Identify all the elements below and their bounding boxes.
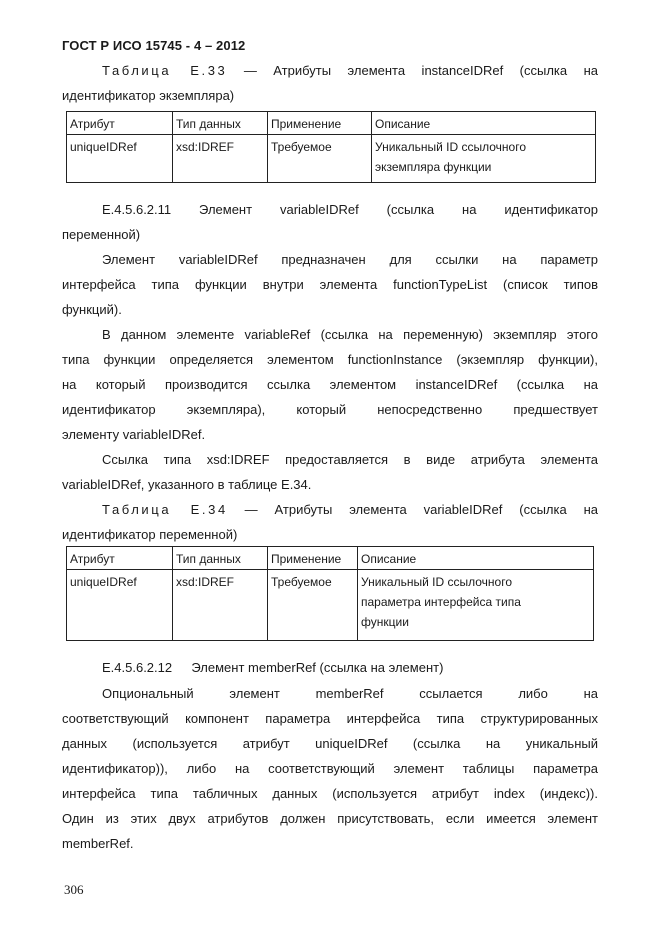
paragraph-line: соответствующий компонент параметра интерфейса типа структурированных [62, 711, 598, 726]
table-34-cell-attribute: uniqueIDRef [67, 570, 173, 641]
table-34-cell-type: xsd:IDREF [173, 570, 268, 641]
table-34-caption [102, 502, 598, 518]
table-33-cell-attribute: uniqueIDRef [67, 135, 173, 183]
paragraph-line: Опциональный элемент memberRef ссылается либо на [102, 686, 598, 701]
table-34-cell-usage: Требуемое [268, 570, 358, 641]
paragraph-line: variableIDRef, указанного в таблице Е.34. [62, 477, 312, 492]
table-34 [66, 546, 594, 641]
table-34-caption-line2: идентификатор переменной) [62, 527, 238, 542]
paragraph-line: идентификатор)), либо на соответствующий элемент таблицы параметра [62, 761, 598, 776]
table-34-col-type: Тип данных [173, 547, 268, 570]
paragraph-line: на который производится ссылка элементом instanceIDRef (ссылка на [62, 377, 598, 392]
table-33-caption [102, 63, 598, 79]
table-33-cell-usage: Требуемое [268, 135, 372, 183]
table-33-header-row [67, 112, 596, 135]
paragraph-line: memberRef. [62, 836, 134, 851]
heading-word: Е.4.5.6.2.11 Элемент [102, 202, 253, 217]
heading-word: (ссылка [386, 202, 435, 217]
paragraph-line: Один из этих двух атрибутов должен присутствовать, если имеется элемент [62, 811, 598, 826]
table-34-caption-rest: — Атрибуты элемента variableIDRef (ссылка на [244, 502, 598, 517]
paragraph-line: Ссылка типа xsd:IDREF предоставляется в виде атрибута элемента [102, 452, 598, 467]
paragraph-line: Элемент variableIDRef предназначен для ссылки на параметр [102, 252, 598, 267]
table-row [67, 135, 596, 183]
table-33-cell-type: xsd:IDREF [173, 135, 268, 183]
paragraph-line: типа функции определяется элементом functionInstance (экземпляр функции), [62, 352, 598, 367]
paragraph-line: элементу variableIDRef. [62, 427, 206, 442]
section-e4562-12-heading [102, 660, 443, 676]
table-34-col-usage: Применение [268, 547, 358, 570]
paragraph-line: интерфейса типа функции внутри элемента functionTypeList (список типов [62, 277, 598, 292]
table-33 [66, 111, 596, 183]
table-33-cell-description [372, 135, 596, 183]
page-number: 306 [64, 882, 84, 897]
table-33-caption-rest: — Атрибуты элемента instanceIDRef (ссылка на [243, 63, 598, 78]
table-33-caption-line2: идентификатор экземпляра) [62, 88, 235, 103]
table-34-col-attribute: Атрибут [67, 547, 173, 570]
table-34-col-description: Описание [358, 547, 594, 570]
table-33-caption-prefix: Таблица Е.33 [102, 63, 228, 78]
table-34-caption-prefix: Таблица Е.34 [102, 502, 228, 517]
table-row [67, 570, 594, 641]
description-line: Уникальный ID ссылочного [361, 575, 512, 589]
table-34-header-row [67, 547, 594, 570]
description-line: Уникальный ID ссылочного [375, 140, 526, 154]
heading-word: идентификатор [504, 202, 598, 217]
section-e4562-11-heading-line2: переменной) [62, 227, 141, 242]
table-34-cell-description [358, 570, 594, 641]
section-e4562-11-heading [102, 202, 598, 218]
paragraph-line: В данном элементе variableRef (ссылка на переменную) экземпляр этого [102, 327, 598, 342]
section-number: Е.4.5.6.2.12 [102, 660, 173, 675]
description-line: функции [361, 615, 409, 629]
table-33-col-type: Тип данных [173, 112, 268, 135]
description-line: параметра интерфейса типа [361, 595, 521, 609]
paragraph-line: интерфейса типа табличных данных (используется атрибут index (индекс)). [62, 786, 598, 801]
table-33-col-usage: Применение [268, 112, 372, 135]
section-title: Элемент memberRef (ссылка на элемент) [191, 660, 444, 675]
paragraph-line: функций). [62, 302, 122, 317]
paragraph-line: идентификатор экземпляра), который непосредственно предшествует [62, 402, 598, 417]
paragraph-line: данных (используется атрибут uniqueIDRef (ссылка на уникальный [62, 736, 598, 751]
description-line: экземпляра функции [375, 160, 492, 174]
heading-word: variableIDRef [279, 202, 359, 217]
table-33-col-description: Описание [372, 112, 596, 135]
table-33-col-attribute: Атрибут [67, 112, 173, 135]
heading-word: на [462, 202, 477, 217]
document-header: ГОСТ Р ИСО 15745 - 4 – 2012 [62, 38, 246, 53]
